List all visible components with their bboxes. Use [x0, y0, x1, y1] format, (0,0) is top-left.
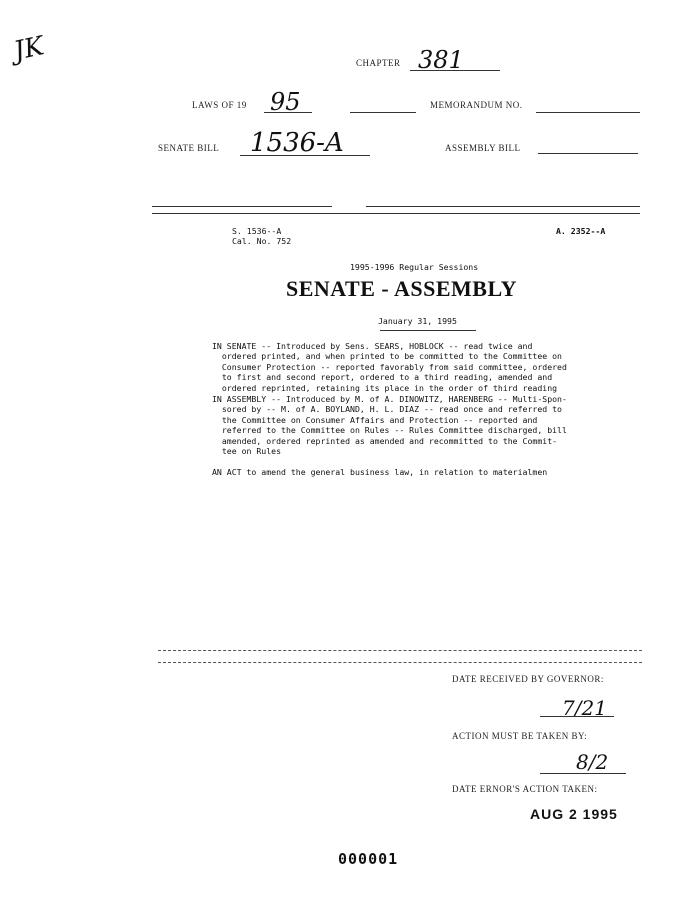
- action-must-label: ACTION MUST BE TAKEN BY:: [452, 731, 588, 741]
- separator-line: [158, 650, 642, 651]
- separator-line: [158, 662, 642, 663]
- assembly-paragraph-line: referred to the Committee on Rules -- Rules Committee discharged, bill: [212, 425, 567, 436]
- senate-paragraph-line: to first and second report, ordered to a third reading, amended and: [212, 372, 553, 383]
- assembly-paragraph-line: amended, ordered reprinted as amended and recommitted to the Commit-: [212, 435, 558, 446]
- action-must-underline: [540, 773, 626, 774]
- assembly-number: A. 2352--A: [556, 226, 606, 236]
- date-received-underline: [540, 716, 614, 717]
- senate-paragraph: [212, 341, 642, 393]
- action-taken-label: DATE ERNOR'S ACTION TAKEN:: [452, 784, 598, 794]
- page-number: 000001: [338, 850, 399, 868]
- senate-paragraph-line: ordered reprinted, retaining its place in the order of third reading: [212, 382, 558, 393]
- assembly-paragraph-line: IN ASSEMBLY -- Introduced by M. of A. DINOWITZ, HARENBERG -- Multi-Spon-: [212, 394, 567, 404]
- act-line: AN ACT to amend the general business law, in relation to materialmen: [212, 467, 548, 477]
- separator-line: [152, 213, 640, 214]
- assembly-paragraph-line: sored by -- M. of A. BOYLAND, H. L. DIAZ -- read once and referred to: [212, 404, 562, 415]
- memorandum-underline: [536, 112, 640, 113]
- assembly-paragraph: [212, 394, 642, 456]
- laws-value: 95: [270, 88, 301, 116]
- laws-label: LAWS OF 19: [192, 100, 247, 110]
- chapter-label: CHAPTER: [356, 58, 401, 68]
- assembly-paragraph-line: the Committee on Consumer Affairs and Protection -- reported and: [212, 414, 538, 425]
- laws-blank-line: [350, 112, 416, 113]
- assembly-bill-label: ASSEMBLY BILL: [445, 143, 521, 153]
- senate-paragraph-line: Consumer Protection -- reported favorably from said committee, ordered: [212, 361, 567, 372]
- chapter-underline: [410, 70, 500, 71]
- senate-paragraph-line: ordered printed, and when printed to be committed to the Committee on: [212, 351, 562, 362]
- cal-number: Cal. No. 752: [232, 236, 292, 246]
- senate-number: S. 1536--A: [232, 226, 282, 236]
- senate-bill-label: SENATE BILL: [158, 143, 220, 153]
- assembly-bill-underline: [538, 153, 638, 154]
- action-taken-stamp: AUG 2 1995: [530, 806, 618, 822]
- session-line: 1995-1996 Regular Sessions: [350, 262, 479, 272]
- chamber-title: SENATE - ASSEMBLY: [286, 276, 518, 301]
- assembly-paragraph-line: tee on Rules: [212, 446, 282, 457]
- bill-date: January 31, 1995: [378, 316, 457, 326]
- senate-bill-underline: [240, 155, 370, 156]
- separator-line: [152, 206, 332, 207]
- handwritten-initials: JK: [11, 31, 47, 67]
- senate-paragraph-line: IN SENATE -- Introduced by Sens. SEARS, HOBLOCK -- read twice and: [212, 341, 533, 351]
- separator-line: [366, 206, 640, 207]
- date-underline: [380, 330, 476, 331]
- laws-underline: [264, 112, 312, 113]
- date-received-label: DATE RECEIVED BY GOVERNOR:: [452, 674, 604, 684]
- date-received-value: 7/21: [562, 696, 607, 720]
- memorandum-label: MEMORANDUM NO.: [430, 100, 523, 110]
- senate-bill-value: 1536-A: [250, 128, 344, 158]
- action-must-value: 8/2: [576, 750, 609, 774]
- chapter-value: 381: [418, 46, 464, 74]
